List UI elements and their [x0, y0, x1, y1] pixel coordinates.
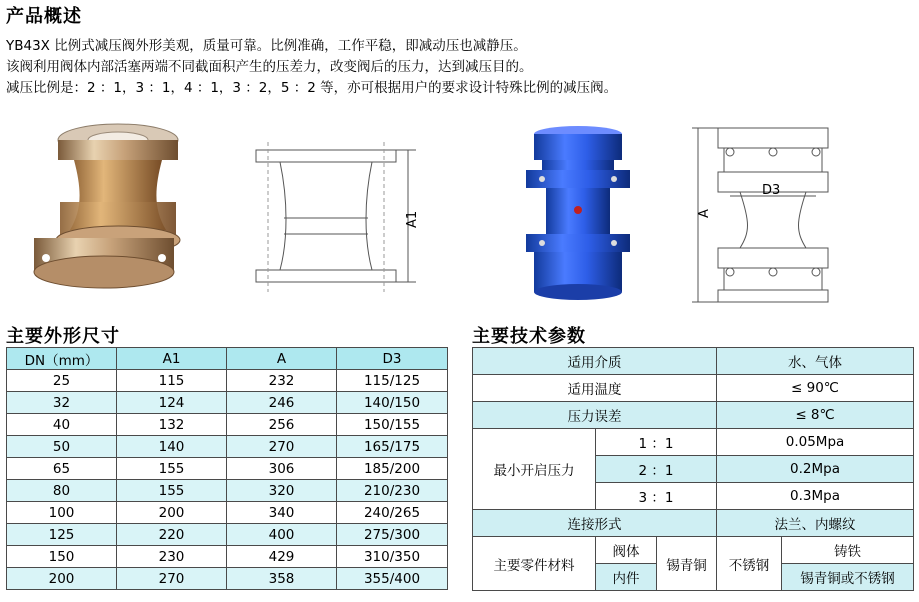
- cell-d3: 275/300: [337, 524, 448, 546]
- table-row: [7, 436, 448, 458]
- cell-a: 246: [227, 392, 337, 414]
- cell-d3: 310/350: [337, 546, 448, 568]
- table-row: [7, 392, 448, 414]
- valve-drawing-a-d3: [690, 122, 840, 310]
- table-row: [7, 480, 448, 502]
- tech-row-temp: [473, 375, 914, 402]
- overview-title: 产品概述: [6, 6, 82, 27]
- tech-row-connection: [473, 510, 914, 537]
- cell-dn: 125: [7, 524, 117, 546]
- tech-row-error: [473, 402, 914, 429]
- tech-row-materials-body: [473, 537, 914, 564]
- overview-line-1: YB43X 比例式减压阀外形美观，质量可靠。比例准确，工作平稳，即减动压也减静压。: [6, 38, 527, 54]
- table-row: [7, 458, 448, 480]
- cell-a1: 155: [117, 458, 227, 480]
- medium-value: 水、气体: [717, 348, 914, 375]
- cell-a: 320: [227, 480, 337, 502]
- ratio-2-value: 0.2Mpa: [717, 456, 914, 483]
- cell-dn: 40: [7, 414, 117, 436]
- cell-a: 232: [227, 370, 337, 392]
- cell-a: 306: [227, 458, 337, 480]
- cell-a1: 200: [117, 502, 227, 524]
- cell-a: 358: [227, 568, 337, 590]
- ratio-1: 1 ：1: [596, 429, 717, 456]
- cell-dn: 32: [7, 392, 117, 414]
- table-row: [7, 524, 448, 546]
- drawing-label-d3: D3: [762, 183, 781, 198]
- cell-a1: 140: [117, 436, 227, 458]
- dimensions-title: 主要外形尺寸: [6, 326, 120, 347]
- drawing-label-a: A: [697, 209, 712, 218]
- cell-a1: 220: [117, 524, 227, 546]
- header-d3: D3: [337, 348, 448, 370]
- header-a: A: [227, 348, 337, 370]
- connection-label: 连接形式: [473, 510, 717, 537]
- table-row: [7, 370, 448, 392]
- cell-d3: 140/150: [337, 392, 448, 414]
- cell-dn: 200: [7, 568, 117, 590]
- body-label: 阀体: [596, 537, 657, 564]
- cell-dn: 25: [7, 370, 117, 392]
- medium-label: 适用介质: [473, 348, 717, 375]
- tech-row-medium: [473, 348, 914, 375]
- cell-a: 270: [227, 436, 337, 458]
- header-a1: A1: [117, 348, 227, 370]
- cell-dn: 65: [7, 458, 117, 480]
- valve-drawing-a1: [248, 140, 428, 298]
- cell-dn: 80: [7, 480, 117, 502]
- error-value: ≤ 8℃: [717, 402, 914, 429]
- overview-line-3: 减压比例是：2 ：1，3 ：1，4 ：1，3 ：2，5 ：2 等，亦可根据用户的要求设计特殊比例的减压阀。: [6, 80, 618, 96]
- table-row: [7, 414, 448, 436]
- drawing-label-a1: A1: [405, 210, 420, 228]
- cell-a: 400: [227, 524, 337, 546]
- cell-d3: 185/200: [337, 458, 448, 480]
- cell-a1: 115: [117, 370, 227, 392]
- tech-row-ratio-1: [473, 429, 914, 456]
- cell-d3: 240/265: [337, 502, 448, 524]
- cell-a1: 155: [117, 480, 227, 502]
- cell-a1: 230: [117, 546, 227, 568]
- cell-d3: 355/400: [337, 568, 448, 590]
- cell-d3: 150/155: [337, 414, 448, 436]
- cell-a: 429: [227, 546, 337, 568]
- error-label: 压力误差: [473, 402, 717, 429]
- ratio-1-value: 0.05Mpa: [717, 429, 914, 456]
- cell-a1: 270: [117, 568, 227, 590]
- material-3-bottom: 锡青铜或不锈钢: [782, 564, 914, 591]
- header-dn: DN（mm）: [7, 348, 117, 370]
- material-3-top: 铸铁: [782, 537, 914, 564]
- material-2: 不锈钢: [717, 537, 782, 591]
- temp-value: ≤ 90℃: [717, 375, 914, 402]
- cell-dn: 50: [7, 436, 117, 458]
- material-1: 锡青铜: [657, 537, 717, 591]
- blue-valve-photo: [512, 122, 644, 302]
- connection-value: 法兰、内螺纹: [717, 510, 914, 537]
- cell-d3: 165/175: [337, 436, 448, 458]
- temp-label: 适用温度: [473, 375, 717, 402]
- overview-line-2: 该阀利用阀体内部活塞两端不同截面积产生的压差力，改变阀后的压力，达到减压目的。: [6, 59, 533, 75]
- min-open-label: 最小开启压力: [473, 429, 596, 510]
- cell-a1: 132: [117, 414, 227, 436]
- cell-dn: 100: [7, 502, 117, 524]
- table-row: [7, 546, 448, 568]
- cell-d3: 210/230: [337, 480, 448, 502]
- ratio-3: 3 ：1: [596, 483, 717, 510]
- ratio-3-value: 0.3Mpa: [717, 483, 914, 510]
- dimensions-table: [6, 347, 448, 590]
- cell-dn: 150: [7, 546, 117, 568]
- dimensions-header-row: [7, 348, 448, 370]
- cell-a: 340: [227, 502, 337, 524]
- internal-label: 内件: [596, 564, 657, 591]
- tech-table: [472, 347, 914, 591]
- cell-d3: 115/125: [337, 370, 448, 392]
- brass-valve-photo: [22, 120, 182, 292]
- materials-label: 主要零件材料: [473, 537, 596, 591]
- cell-a1: 124: [117, 392, 227, 414]
- table-row: [7, 568, 448, 590]
- cell-a: 256: [227, 414, 337, 436]
- tech-title: 主要技术参数: [472, 326, 586, 347]
- table-row: [7, 502, 448, 524]
- ratio-2: 2 ：1: [596, 456, 717, 483]
